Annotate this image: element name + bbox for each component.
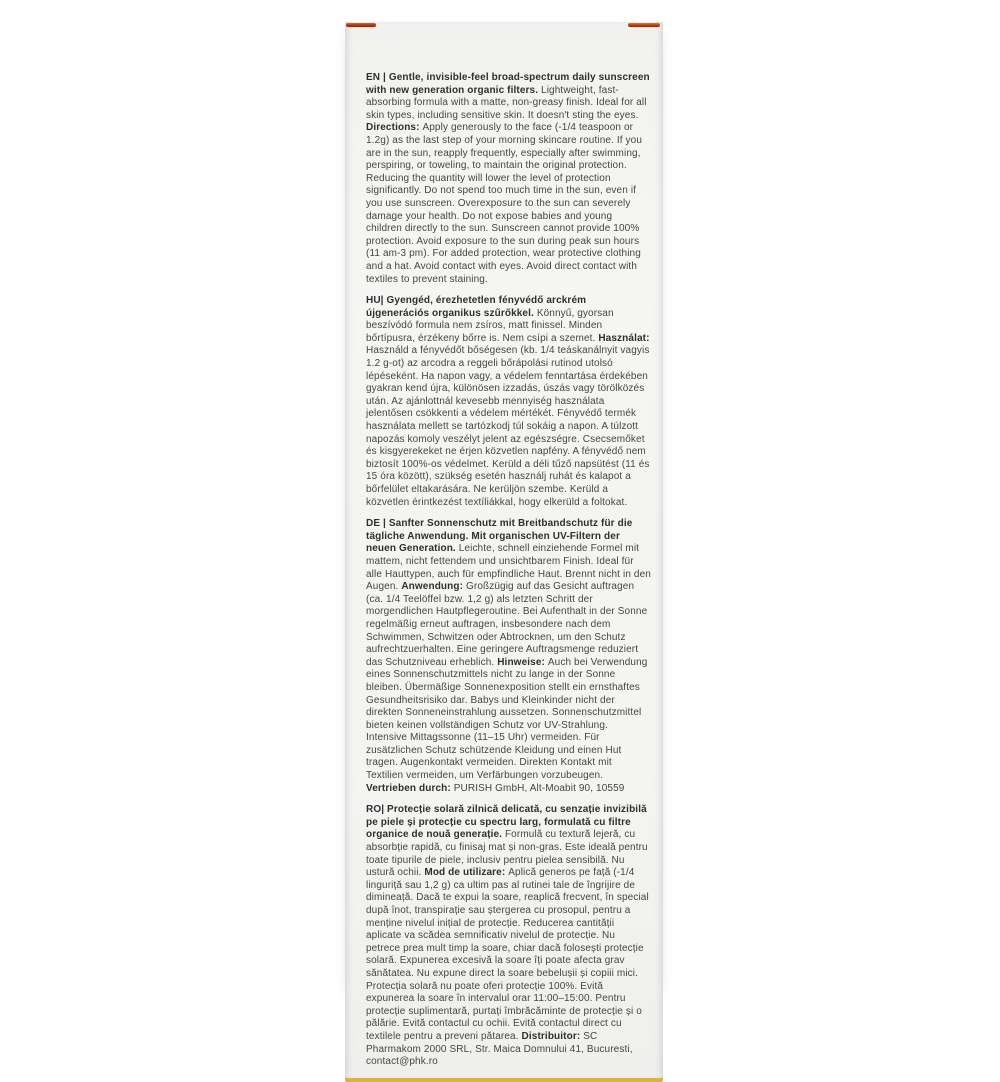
de-notes-label: Hinweise: (497, 656, 548, 668)
section-de (366, 518, 651, 795)
section-hu (366, 295, 651, 509)
top-edge-left-orange-streak (346, 23, 376, 27)
de-directions-label: Anwendung: (401, 581, 466, 593)
hu-directions-text: Használd a fényvédőt bőségesen (kb. 1/4 teáskanálnyit vagyis 1.2 g-ot) az arcodra a reggeli bőrápolási rutinod utolsó lépéseként. Ha napon vagy, a védelem fenntartása érdekében gyakran kend újra, különösen izzadás, úszás vagy törölközés után. Az ajánlottnál kevesebb mennyiség használata jelentősen csökkenti a védelem mértékét. Fényvédő termék használata mellett se tartózkodj túl sokáig a napon. A túlzott napozás komoly veszélyt jelent az egészségre. Csecsemőket és kisgyerekeket ne érjen közvetlen napfény. A fényvédő nem biztosít 100%-os védelmet. Kerüld a déli tűző napsütést (11 és 15 óra között), szükség esetén használj ruhát és kalapot a bőrfelület eltakarására. Ne kerüljön szembe. Kerüld a közvetlen érintkezést textíliákkal, hogy elkerüld a foltokat. (366, 345, 650, 508)
section-en (366, 72, 651, 286)
de-distributor-text: PURISH GmbH, Alt-Moabit 90, 10559 (453, 782, 625, 794)
hu-directions-label: Használat: (598, 332, 650, 344)
ro-directions-text: Aplică generos pe față (-1/4 linguriță sau 1,2 g) ca ultim pas al rutinei tale de îngrijire de dimineață. Dacă te expui la soare, reaplică frecvent, în special după înot, transpirație sau ștergerea cu prosopul, pentru a menține nivelul inițial de protecție. Reducerea cantității aplicate va scădea semnificativ nivelul de protecție. Nu petrece prea mult timp la soare, chiar dacă folosești protecție solară. Expunerea excesivă la soare îți poate afecta grav sănătatea. Nu expune direct la soare bebelușii și copiii mici. Protecția solară nu poate oferi protecție 100%. Evită expunerea la soare în intervalul orar 11:00–15:00. Pentru protecție suplimentară, purtați îmbrăcăminte de protecție și o pălărie. Evită contactul cu ochii. Evită contactul direct cu textilele pentru a preveni pătarea. (366, 867, 649, 1042)
de-distributor-label: Vertrieben durch: (366, 782, 454, 794)
en-directions-text: Apply generously to the face (-1/4 teaspoon or 1.2g) as the last step of your morning skincare routine. If you are in the sun, reapply frequently, especially after swimming, perspiring, or toweling, to maintain the original protection. Reducing the quantity will lower the level of protection significantly. Do not spend too much time in the sun, even if you use sunscreen. Overexposure to the sun can severely damage your health. Do not expose babies and young children directly to the sun. Sunscreen cannot provide 100% protection. Avoid exposure to the sun during peak sun hours (11 am-3 pm). For added protection, wear protective clothing and a hat. Avoid contact with eyes. Avoid direct contact with textiles to prevent staining. (366, 122, 643, 285)
section-ro (366, 804, 651, 1068)
de-notes-text: Auch bei Verwendung eines Sonnenschutzmittels nicht zu lange in der Sonne bleiben. Übermäßige Sonnenexposition stellt ein ernsthaftes Gesundheitsrisiko dar. Babys und Kleinkinder nicht der direkten Sonneneinstrahlung aussetzen. Sonnenschutzmittel bieten keinen vollständigen Schutz vor UV-Strahlung. Intensive Mittagssonne (11–15 Uhr) vermeiden. Für zusätzlichen Schutz schützende Kleidung und einen Hut tragen. Augenkontakt vermeiden. Direkten Kontakt mit Textilien vermeiden, um Verfärbungen vorzubeugen. (366, 656, 648, 782)
hu-description: Könnyű, gyorsan beszívódó formula nem zsíros, matt finissel. Minden bőrtípusra, érzékeny bőrre is. Nem csípi a szemet. (366, 307, 614, 344)
hu-lead-claim: HU| Gyengéd, érezhetetlen fényvédő arckrém újgenerációs organikus szűrőkkel. (366, 295, 587, 319)
ro-distributor-label: Distribuitor: (521, 1030, 584, 1042)
de-description: Leichte, schnell einziehende Formel mit mattem, nicht fettendem und unsichtbarem Finish. Ideal für alle Hauttypen, auch für empfindliche Haut. Brennt nicht in den Augen. (366, 543, 651, 593)
top-edge-right-orange-streak (628, 23, 660, 27)
ro-distributor-text: SC Pharmakom 2000 SRL, Str. Maica Domnului 41, Bucuresti, contact@phk.ro (366, 1030, 633, 1068)
ro-description: Formulă cu textură lejeră, cu absorbție rapidă, cu finisaj mat și non-gras. Este ideală pentru toate tipurile de piele, inclusiv pentru pielea sensibilă. Nu ustură ochii. (366, 829, 648, 879)
de-lead-claim: DE | Sanfter Sonnenschutz mit Breitbandschutz für die tägliche Anwendung. Mit organischen UV-Filtern der neuen Generation. (366, 518, 633, 555)
ro-lead-claim: RO| Protecție solară zilnică delicată, cu senzație invizibilă pe piele și protecție cu spectru larg, formulată cu filtre organice de nouă generație. (366, 804, 647, 841)
box-bottom-edge-band (345, 1078, 663, 1082)
sunscreen-box-back-panel (345, 22, 663, 1068)
en-directions-label: Directions: (366, 122, 423, 134)
en-description: Lightweight, fast-absorbing formula with a matte, non-greasy finish. Ideal for all skin types, including sensitive skin. It doesn't sting the eyes. (366, 84, 647, 121)
de-directions-text: Großzügig auf das Gesicht auftragen (ca. 1/4 Teelöffel bzw. 1,2 g) als letzten Schritt der morgendlichen Hautpflegeroutine. Bei Aufenthalt in der Sonne regelmäßig erneut auftragen, insbesondere nach dem Schwimmen, Schwitzen oder Abtrocknen, um den Schutz aufrechtzuerhalten. Eine geringere Auftragsmenge reduziert das Schutzniveau erheblich. (366, 581, 648, 668)
ro-directions-label: Mod de utilizare: (424, 867, 509, 879)
box-front-face (345, 22, 663, 1078)
en-lead-claim: EN | Gentle, invisible-feel broad-spectrum daily sunscreen with new generation organic filters. (366, 72, 650, 96)
label-text-block (366, 72, 651, 1069)
